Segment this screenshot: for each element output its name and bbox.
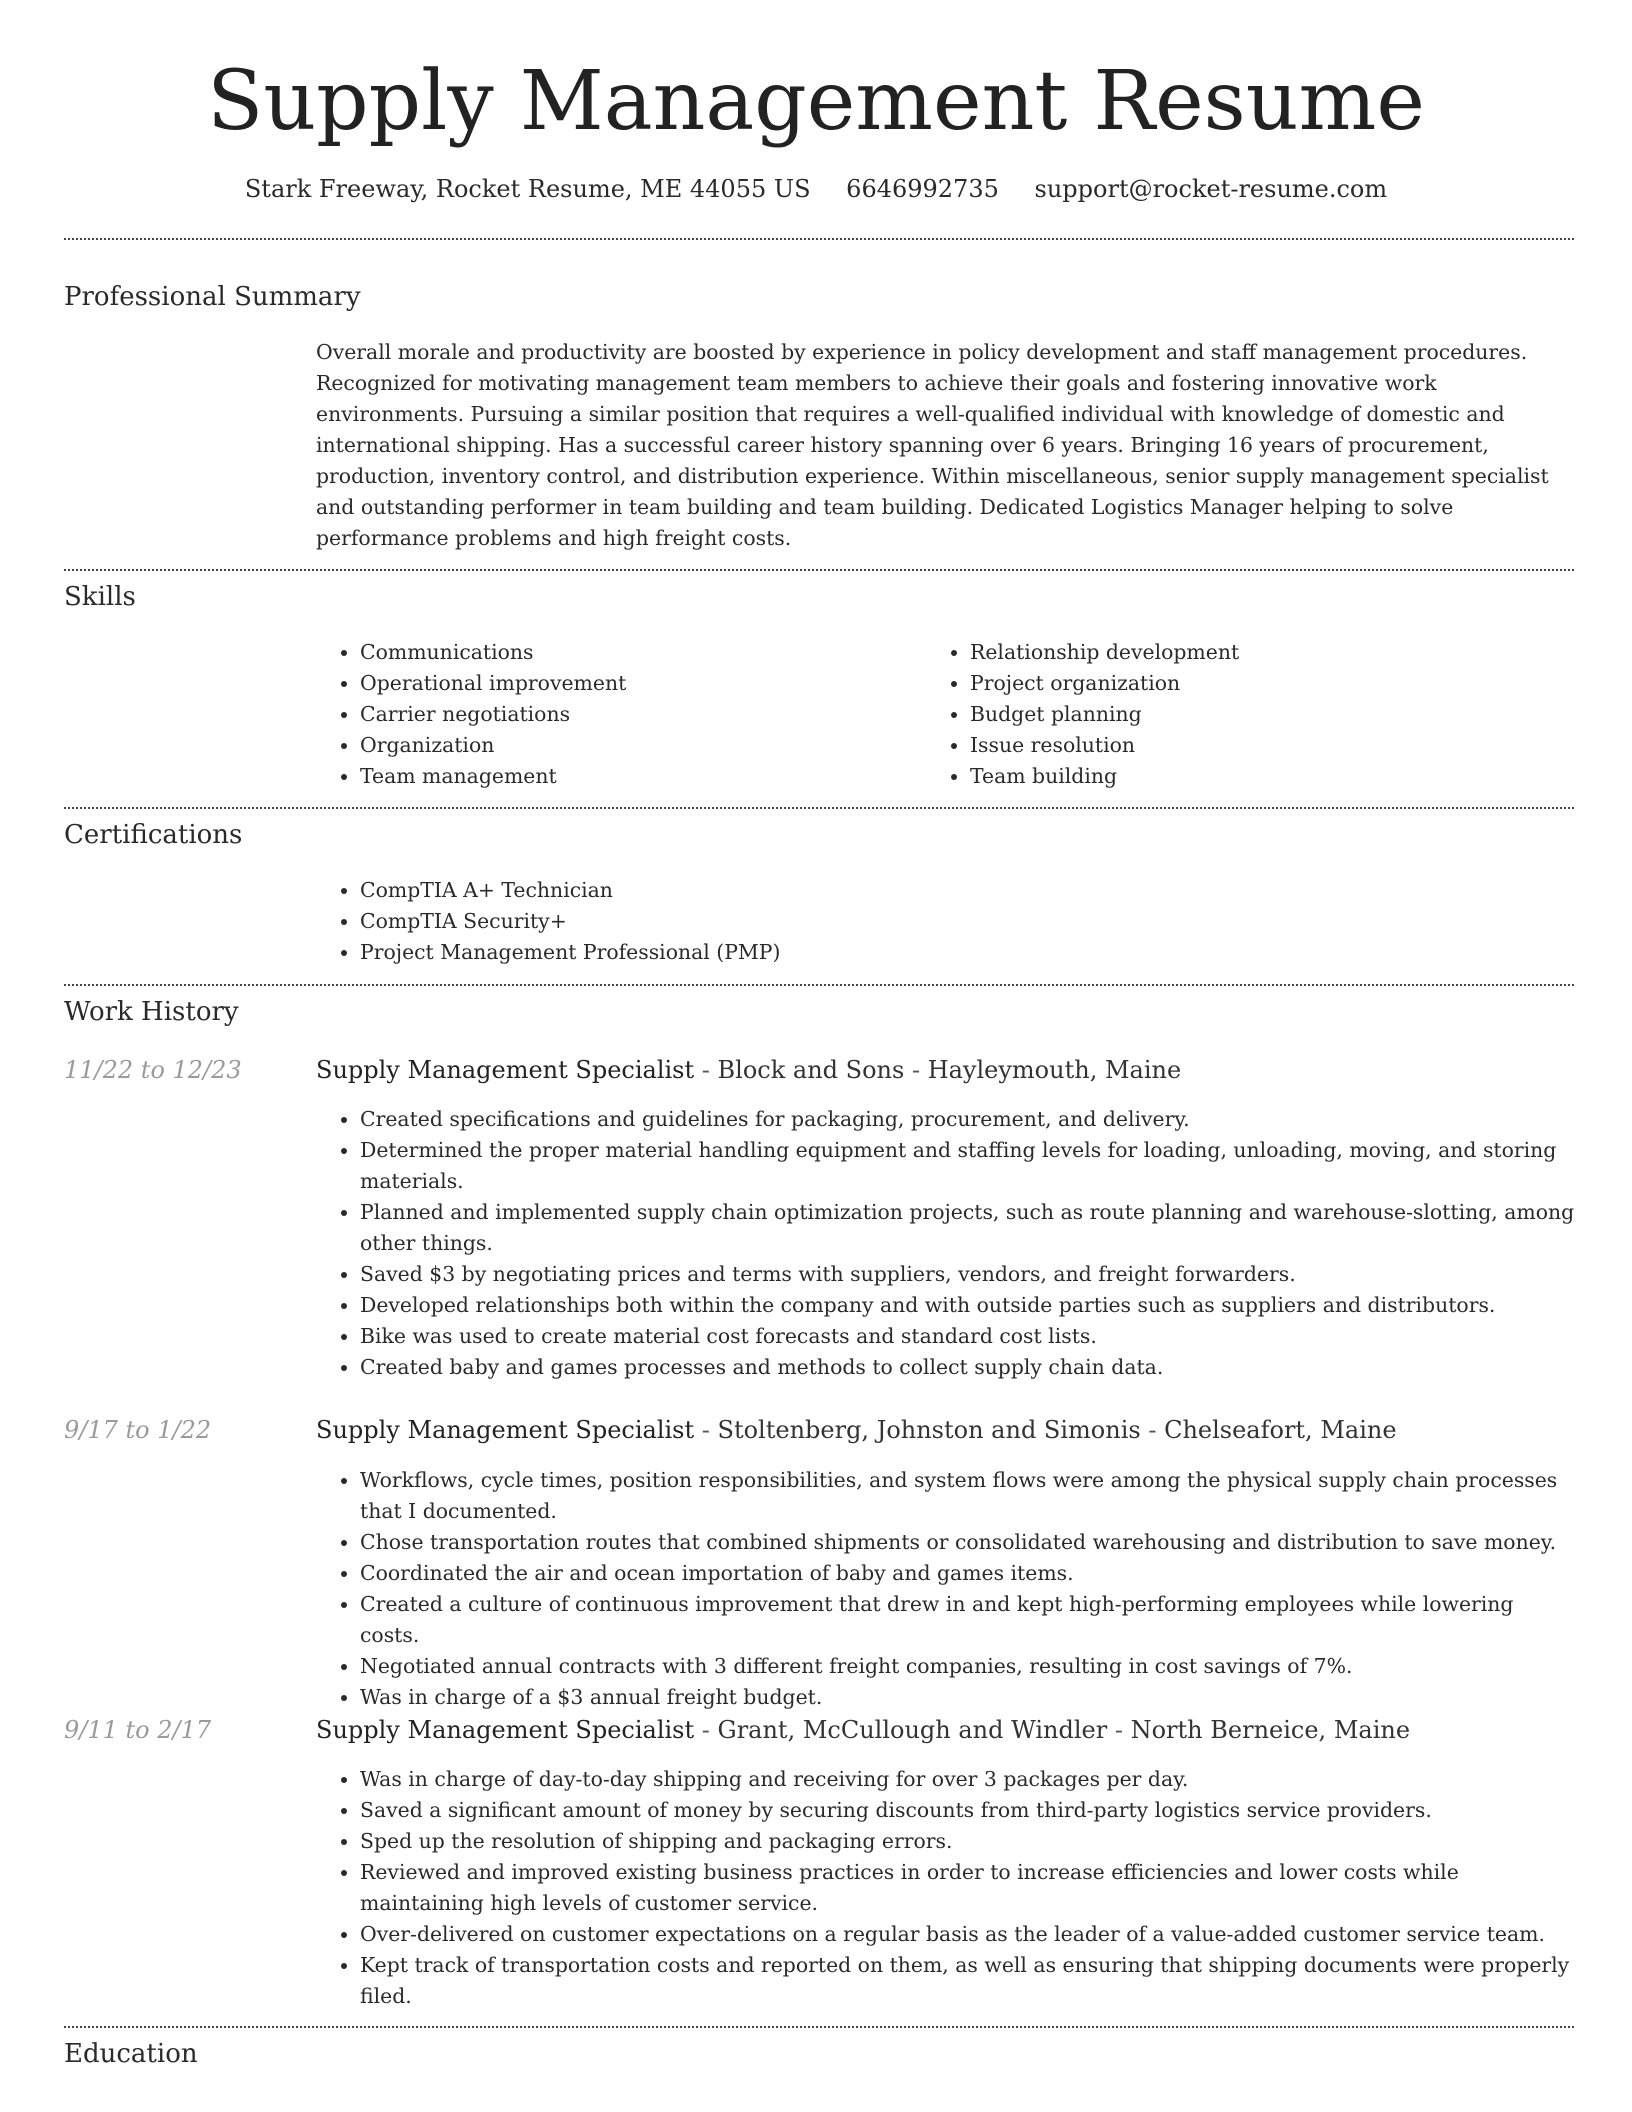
- job-bullet: • Was in charge of a $3 annual freight budget.: [360, 1682, 1576, 1713]
- job-bullet: • Bike was used to create material cost forecasts and standard cost lists.: [360, 1321, 1576, 1352]
- job-bullet: • Coordinated the air and ocean importation of baby and games items.: [360, 1558, 1576, 1589]
- job-bullet: • Was in charge of day-to-day shipping and receiving for over 3 packages per day.: [360, 1764, 1576, 1795]
- skill-item: • Carrier negotiations: [360, 699, 920, 730]
- job-dates: 9/17 to 1/22: [64, 1416, 212, 1444]
- section-title-skills: Skills: [64, 582, 136, 612]
- job-bullet: • Saved $3 by negotiating prices and terms with suppliers, vendors, and freight forwarders.: [360, 1259, 1576, 1290]
- skill-item: • Relationship development: [970, 637, 1570, 668]
- job-separator: -: [694, 1056, 718, 1084]
- job-separator: -: [1140, 1416, 1165, 1444]
- skills-list-left: [316, 637, 920, 792]
- job-bullet: • Created specifications and guidelines for packaging, procurement, and delivery.: [360, 1104, 1576, 1135]
- section-divider: [64, 2026, 1574, 2028]
- skill-item: • Team management: [360, 761, 920, 792]
- job-bullet: • Over-delivered on customer expectations on a regular basis as the leader of a value-added customer service team.: [360, 1919, 1576, 1950]
- job-bullets: [316, 1764, 1576, 2012]
- section-title-certifications: Certifications: [64, 820, 243, 850]
- skill-item: • Team building: [970, 761, 1570, 792]
- section-title-summary: Professional Summary: [64, 282, 361, 312]
- job-dates: 11/22 to 12/23: [64, 1056, 242, 1084]
- job-location: Chelseafort, Maine: [1164, 1416, 1397, 1444]
- job-bullet: • Determined the proper material handling equipment and staffing levels for loading, unloading, moving, and storing materials.: [360, 1135, 1576, 1197]
- resume-title: Supply Management Resume: [207, 54, 1425, 149]
- job-separator: -: [1107, 1716, 1131, 1744]
- skill-item: • Communications: [360, 637, 920, 668]
- job-bullet: • Reviewed and improved existing business practices in order to increase efficiencies and lower costs while maintaining high levels of customer service.: [360, 1857, 1576, 1919]
- section-divider: [64, 569, 1574, 571]
- certification-item: • Project Management Professional (PMP): [360, 937, 1360, 968]
- job-bullet: • Planned and implemented supply chain optimization projects, such as route planning and warehouse-slotting, among other things.: [360, 1197, 1576, 1259]
- skill-item: • Operational improvement: [360, 668, 920, 699]
- job-company: Grant, McCullough and Windler: [717, 1716, 1108, 1744]
- job-bullet: • Kept track of transportation costs and reported on them, as well as ensuring that shipping documents were properly filed.: [360, 1950, 1576, 2012]
- job-separator: -: [904, 1056, 928, 1084]
- certifications-list: [316, 875, 1360, 968]
- skill-item: • Project organization: [970, 668, 1570, 699]
- job-separator: -: [694, 1416, 718, 1444]
- job-heading: [316, 1713, 1410, 1747]
- contact-address: Stark Freeway, Rocket Resume, ME 44055 US: [244, 175, 811, 203]
- skill-item: • Organization: [360, 730, 920, 761]
- job-bullet: • Workflows, cycle times, position responsibilities, and system flows were among the physical supply chain processes that I documented.: [360, 1465, 1576, 1527]
- job-heading: [316, 1053, 1181, 1087]
- job-location: North Berneice, Maine: [1130, 1716, 1411, 1744]
- job-separator: -: [694, 1716, 718, 1744]
- job-company: Block and Sons: [717, 1056, 905, 1084]
- skill-item: • Issue resolution: [970, 730, 1570, 761]
- certification-item: • CompTIA A+ Technician: [360, 875, 1360, 906]
- job-bullet: • Negotiated annual contracts with 3 different freight companies, resulting in cost savings of 7%.: [360, 1651, 1576, 1682]
- job-bullet: • Created a culture of continuous improvement that drew in and kept high-performing employees while lowering costs.: [360, 1589, 1576, 1651]
- job-role: Supply Management Specialist: [316, 1056, 695, 1084]
- section-title-education: Education: [64, 2039, 198, 2069]
- certification-item: • CompTIA Security+: [360, 906, 1360, 937]
- job-company: Stoltenberg, Johnston and Simonis: [717, 1416, 1141, 1444]
- job-role: Supply Management Specialist: [316, 1416, 695, 1444]
- section-title-work-history: Work History: [64, 997, 239, 1027]
- job-location: Hayleymouth, Maine: [927, 1056, 1182, 1084]
- job-bullets: [316, 1104, 1576, 1383]
- job-bullets: [316, 1465, 1576, 1713]
- skills-list-right: [926, 637, 1570, 792]
- job-bullet: • Chose transportation routes that combined shipments or consolidated warehousing and distribution to save money.: [360, 1527, 1576, 1558]
- contact-email: support@rocket-resume.com: [1034, 175, 1388, 203]
- section-divider: [64, 807, 1574, 809]
- summary-text: Overall morale and productivity are boosted by experience in policy development and staff management procedures. Recognized for motivating management team members to achieve their goals and fostering innovative work environments. Pursuing a similar position that requires a well-qualified individual with knowledge of domestic and international shipping. Has a successful career history spanning over 6 years. Bringing 16 years of procurement, production, inventory control, and distribution experience. Within miscellaneous, senior supply management specialist and outstanding performer in team building and team building. Dedicated Logistics Manager helping to solve performance problems and high freight costs.: [316, 340, 1549, 550]
- job-bullet: • Saved a significant amount of money by securing discounts from third-party logistics service providers.: [360, 1795, 1576, 1826]
- job-bullet: • Created baby and games processes and methods to collect supply chain data.: [360, 1352, 1576, 1383]
- section-divider: [64, 238, 1574, 240]
- job-dates: 9/11 to 2/17: [64, 1716, 212, 1744]
- job-heading: [316, 1413, 1397, 1447]
- section-divider: [64, 984, 1574, 986]
- skill-item: • Budget planning: [970, 699, 1570, 730]
- job-bullet: • Developed relationships both within the company and with outside parties such as suppliers and distributors.: [360, 1290, 1576, 1321]
- contact-phone: 6646992735: [846, 175, 999, 203]
- job-role: Supply Management Specialist: [316, 1716, 695, 1744]
- contact-line: [0, 172, 1632, 206]
- job-bullet: • Sped up the resolution of shipping and packaging errors.: [360, 1826, 1576, 1857]
